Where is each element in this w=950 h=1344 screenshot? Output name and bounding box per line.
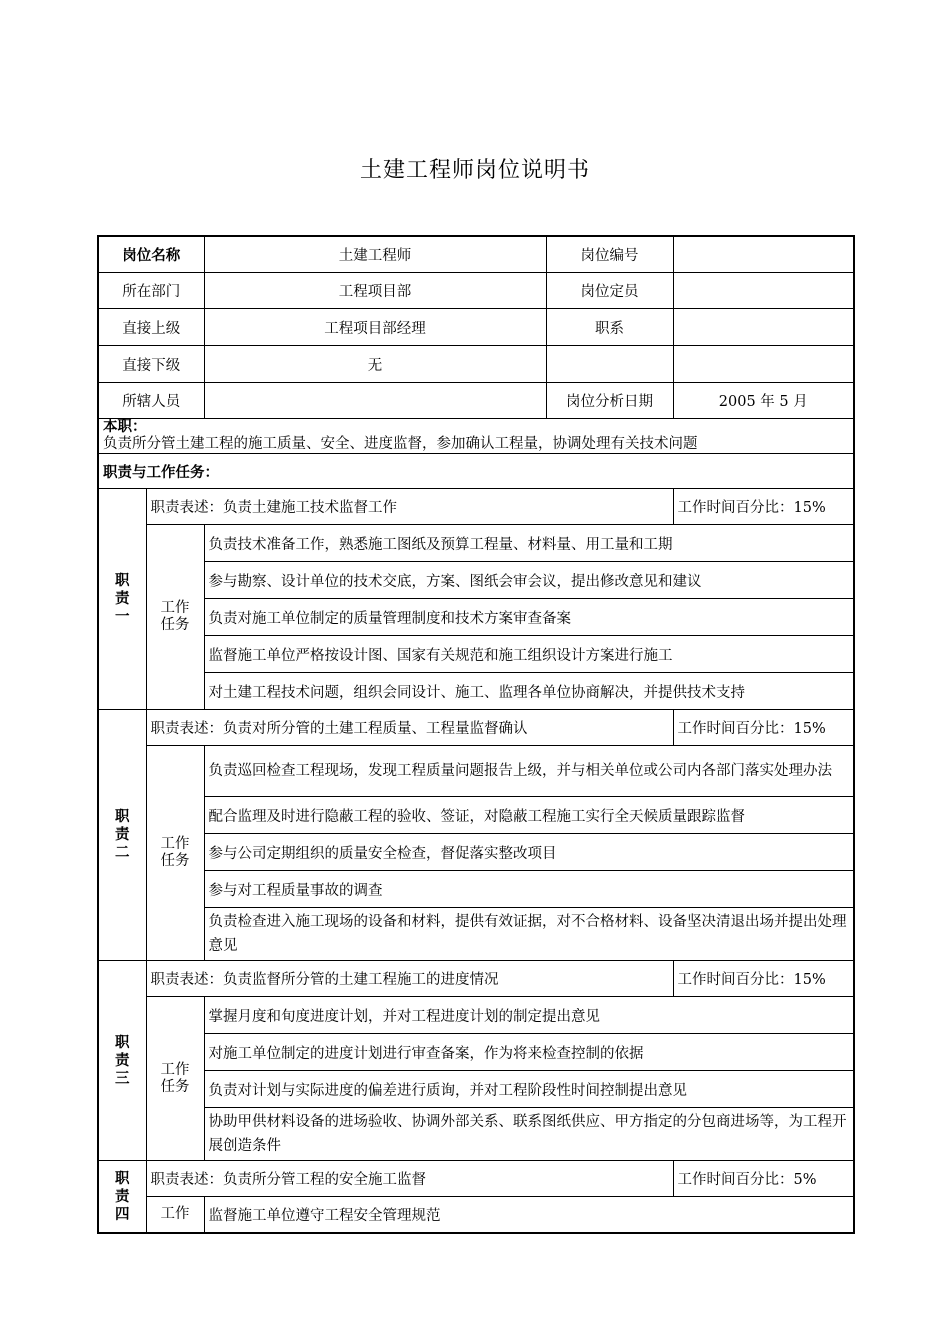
duty-group-char: 一 [115, 609, 130, 625]
task-item: 监督施工单位严格按设计图、国家有关规范和施工组织设计方案进行施工 [204, 636, 854, 673]
duty-group-label [98, 1161, 146, 1234]
label-superior: 直接上级 [98, 309, 204, 346]
value-headcount [673, 273, 854, 309]
info-row-1 [98, 236, 854, 273]
task-item: 负责巡回检查工程现场，发现工程质量问题报告上级，并与相关单位或公司内各部门落实处理办法 [204, 746, 854, 797]
task-row [98, 1034, 854, 1071]
label-job-family: 职系 [546, 309, 673, 346]
duty-group-char: 职 [115, 1034, 130, 1051]
label-analysis-date: 岗位分析日期 [546, 383, 673, 419]
task-row [98, 599, 854, 636]
value-analysis-date: 2005 年 5 月 [673, 383, 854, 419]
task-row [98, 525, 854, 562]
task-label [146, 997, 204, 1161]
task-row [98, 871, 854, 908]
task-label-line: 工作 [160, 600, 190, 616]
task-label [146, 1197, 204, 1234]
task-label-line: 任务 [160, 853, 190, 869]
info-row-3 [98, 309, 854, 346]
task-label-line: 工作 [160, 836, 190, 852]
label-subordinate: 直接下级 [98, 346, 204, 383]
duty-description: 职责表述：负责对所分管的土建工程质量、工程量监督确认 [146, 710, 673, 746]
task-item: 掌握月度和旬度进度计划，并对工程进度计划的制定提出意见 [204, 997, 854, 1034]
task-row [98, 562, 854, 599]
duty-time-percent: 工作时间百分比：15% [673, 489, 854, 525]
task-row [98, 1197, 854, 1234]
task-label-line: 工作 [160, 1206, 190, 1222]
duty-group-char: 责 [115, 1052, 130, 1069]
duty-group-char: 责 [115, 591, 130, 607]
duty-group-char: 责 [115, 827, 130, 843]
duty-time-percent: 工作时间百分比：5% [673, 1161, 854, 1197]
label-headcount: 岗位定员 [546, 273, 673, 309]
job-description-table [97, 235, 855, 1234]
duty-group-label [98, 710, 146, 961]
task-row [98, 834, 854, 871]
task-row [98, 797, 854, 834]
duty-description: 职责表述：负责土建施工技术监督工作 [146, 489, 673, 525]
task-item: 参与公司定期组织的质量安全检查，督促落实整改项目 [204, 834, 854, 871]
duty-desc-row [98, 710, 854, 746]
task-label-line: 工作 [160, 1061, 190, 1078]
task-row [98, 997, 854, 1034]
value-staff [204, 383, 546, 419]
duty-desc-row [98, 489, 854, 525]
task-row [98, 746, 854, 797]
task-item: 配合监理及时进行隐蔽工程的验收、签证，对隐蔽工程施工实行全天候质量跟踪监督 [204, 797, 854, 834]
value-position-name: 土建工程师 [204, 236, 546, 273]
empty-label [546, 346, 673, 383]
benzhi-text: 负责所分管土建工程的施工质量、安全、进度监督，参加确认工程量，协调处理有关技术问题 [103, 436, 698, 452]
value-job-family [673, 309, 854, 346]
task-row [98, 636, 854, 673]
duty-desc-row [98, 961, 854, 997]
task-label-line: 任务 [160, 1078, 190, 1095]
duty-time-percent: 工作时间百分比：15% [673, 961, 854, 997]
benzhi-row [98, 419, 854, 454]
task-row [98, 1108, 854, 1161]
task-row [98, 1071, 854, 1108]
task-label-line: 任务 [160, 617, 190, 633]
task-item: 负责对计划与实际进度的偏差进行质询，并对工程阶段性时间控制提出意见 [204, 1071, 854, 1108]
value-superior: 工程项目部经理 [204, 309, 546, 346]
duty-desc-row [98, 1161, 854, 1197]
label-position-name: 岗位名称 [98, 236, 204, 273]
duty-group-char: 职 [115, 573, 130, 589]
task-item: 参与对工程质量事故的调查 [204, 871, 854, 908]
duty-group-char: 四 [115, 1206, 130, 1223]
duty-group-char: 责 [115, 1188, 130, 1205]
empty-value [673, 346, 854, 383]
info-row-2 [98, 273, 854, 309]
task-row [98, 673, 854, 710]
duty-group-char: 三 [115, 1070, 130, 1087]
task-item: 参与勘察、设计单位的技术交底，方案、图纸会审会议，提出修改意见和建议 [204, 562, 854, 599]
duty-group-char: 二 [115, 845, 130, 861]
info-row-4 [98, 346, 854, 383]
duty-group-label [98, 961, 146, 1161]
value-department: 工程项目部 [204, 273, 546, 309]
task-item: 协助甲供材料设备的进场验收、协调外部关系、联系图纸供应、甲方指定的分包商进场等，为工程开展创造条件 [204, 1108, 854, 1161]
task-label [146, 525, 204, 710]
duty-group-char: 职 [115, 809, 130, 825]
task-item: 负责检查进入施工现场的设备和材料，提供有效证据，对不合格材料、设备坚决清退出场并提出处理意见 [204, 908, 854, 961]
label-staff: 所辖人员 [98, 383, 204, 419]
task-item: 对施工单位制定的进度计划进行审查备案，作为将来检查控制的依据 [204, 1034, 854, 1071]
benzhi-label: 本职： [103, 419, 147, 435]
task-item: 负责技术准备工作，熟悉施工图纸及预算工程量、材料量、用工量和工期 [204, 525, 854, 562]
duty-description: 职责表述：负责所分管工程的安全施工监督 [146, 1161, 673, 1197]
value-position-code [673, 236, 854, 273]
duty-group-char: 职 [115, 1170, 130, 1187]
duty-time-percent: 工作时间百分比：15% [673, 710, 854, 746]
duties-header-row [98, 454, 854, 489]
label-department: 所在部门 [98, 273, 204, 309]
task-label [146, 746, 204, 961]
duty-description: 职责表述：负责监督所分管的土建工程施工的进度情况 [146, 961, 673, 997]
duties-header: 职责与工作任务： [98, 454, 854, 489]
task-item: 对土建工程技术问题，组织会同设计、施工、监理各单位协商解决，并提供技术支持 [204, 673, 854, 710]
task-row [98, 908, 854, 961]
label-position-code: 岗位编号 [546, 236, 673, 273]
duty-group-label [98, 489, 146, 710]
page-title: 土建工程师岗位说明书 [359, 158, 590, 183]
task-item: 监督施工单位遵守工程安全管理规范 [204, 1197, 854, 1234]
task-item: 负责对施工单位制定的质量管理制度和技术方案审查备案 [204, 599, 854, 636]
info-row-5 [98, 383, 854, 419]
value-subordinate: 无 [204, 346, 546, 383]
